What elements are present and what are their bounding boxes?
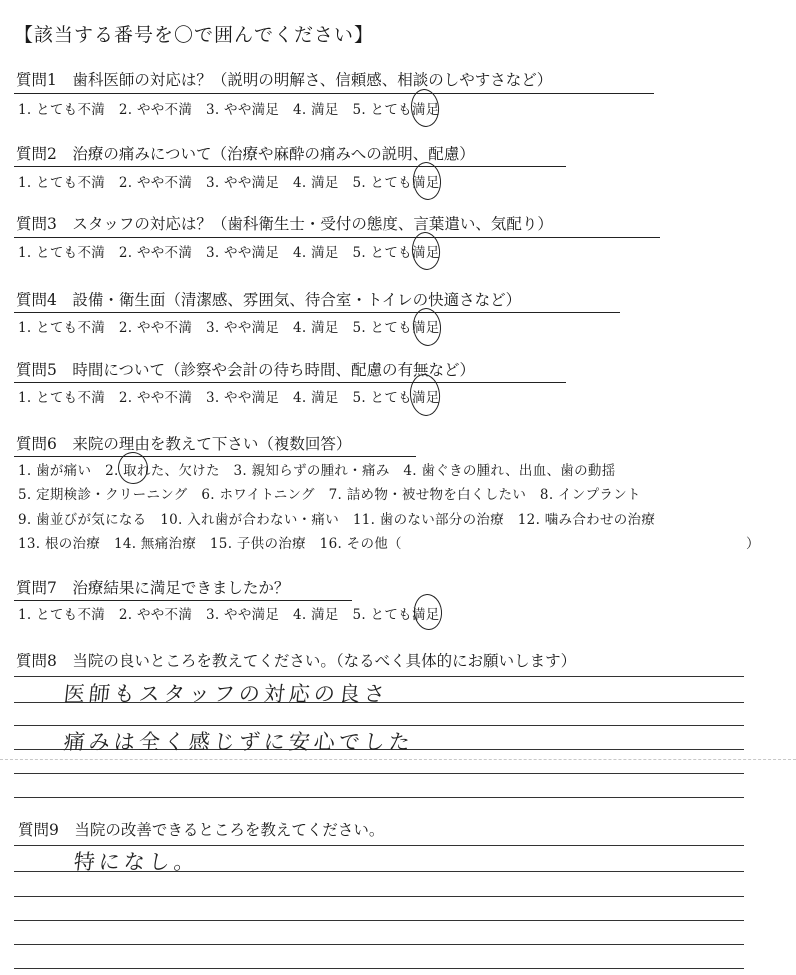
q1-title: 質問1 歯科医師の対応は？（説明の明解さ、信頼感、相談のしやすさなど）	[16, 71, 553, 89]
q6-underline	[14, 456, 416, 457]
q5-underline	[14, 382, 566, 383]
q2-underline	[14, 166, 566, 167]
q8-answer-line	[14, 676, 744, 677]
q9-answer-line	[14, 920, 744, 921]
q8-answer-line	[14, 797, 744, 798]
q8-title: 質問8 当院の良いところを教えてください。（なるべく具体的にお願いします）	[16, 652, 577, 670]
q2-options: 1. とても不満 2. やや不満 3. やや満足 4. 満足 5. とても満足	[18, 175, 440, 191]
q6-option-row-4: 13. 根の治療 14. 無痛治療 15. 子供の治療 16. その他（	[18, 536, 402, 552]
q6-closing-paren: ）	[746, 536, 760, 552]
q3-title: 質問3 スタッフの対応は？（歯科衛生士・受付の態度、言葉遣い、気配り）	[16, 215, 553, 233]
q8-handwritten-answer-2: 痛みは全く感じずに安心でした	[62, 730, 416, 754]
q9-handwritten-answer: 特になし。	[72, 850, 201, 874]
q6-option-row-3: 9. 歯並びが気になる 10. 入れ歯が合わない・痛い 11. 歯のない部分の治療 12. 噛み合わせの治療	[18, 512, 656, 528]
q6-option-row-2: 5. 定期検診・クリーニング 6. ホワイトニング 7. 詰め物・被せ物を白くしたい 8. インプラント	[18, 487, 641, 503]
q6-option-row-1: 1. 歯が痛い 2. 取れた、欠けた 3. 親知らずの腫れ・痛み 4. 歯ぐきの腫れ、出血、歯の動揺	[18, 463, 616, 479]
q3-options: 1. とても不満 2. やや不満 3. やや満足 4. 満足 5. とても満足	[18, 245, 440, 261]
q9-answer-line	[14, 896, 744, 897]
q9-answer-line	[14, 968, 744, 969]
q4-options: 1. とても不満 2. やや不満 3. やや満足 4. 満足 5. とても満足	[18, 320, 440, 336]
q7-underline	[14, 600, 352, 601]
q4-underline	[14, 312, 620, 313]
q1-options: 1. とても不満 2. やや不満 3. やや満足 4. 満足 5. とても満足	[18, 102, 440, 118]
q1-underline	[14, 93, 654, 94]
q5-title: 質問5 時間について（診察や会計の待ち時間、配慮の有無など）	[16, 361, 476, 379]
q8-answer-line	[14, 773, 744, 774]
q7-answer-circle[interactable]	[412, 593, 444, 632]
form-header: 【該当する番号を〇で囲んでください】	[14, 24, 375, 46]
q9-answer-line	[14, 944, 744, 945]
q8-handwritten-answer-1: 医師もスタッフの対応の良さ	[62, 682, 391, 706]
q9-title: 質問9 当院の改善できるところを教えてください。	[18, 821, 385, 839]
q5-options: 1. とても不満 2. やや不満 3. やや満足 4. 満足 5. とても満足	[18, 390, 440, 406]
q2-title: 質問2 治療の痛みについて（治療や麻酔の痛みへの説明、配慮）	[16, 145, 475, 163]
q4-title: 質問4 設備・衛生面（清潔感、雰囲気、待合室・トイレの快適さなど）	[16, 291, 522, 309]
q7-options: 1. とても不満 2. やや不満 3. やや満足 4. 満足 5. とても満足	[18, 607, 440, 623]
q6-title: 質問6 来院の理由を教えて下さい（複数回答）	[16, 435, 352, 453]
q7-title: 質問7 治療結果に満足できましたか？	[16, 579, 290, 597]
page-fold-line	[0, 759, 796, 760]
q3-underline	[14, 237, 660, 238]
